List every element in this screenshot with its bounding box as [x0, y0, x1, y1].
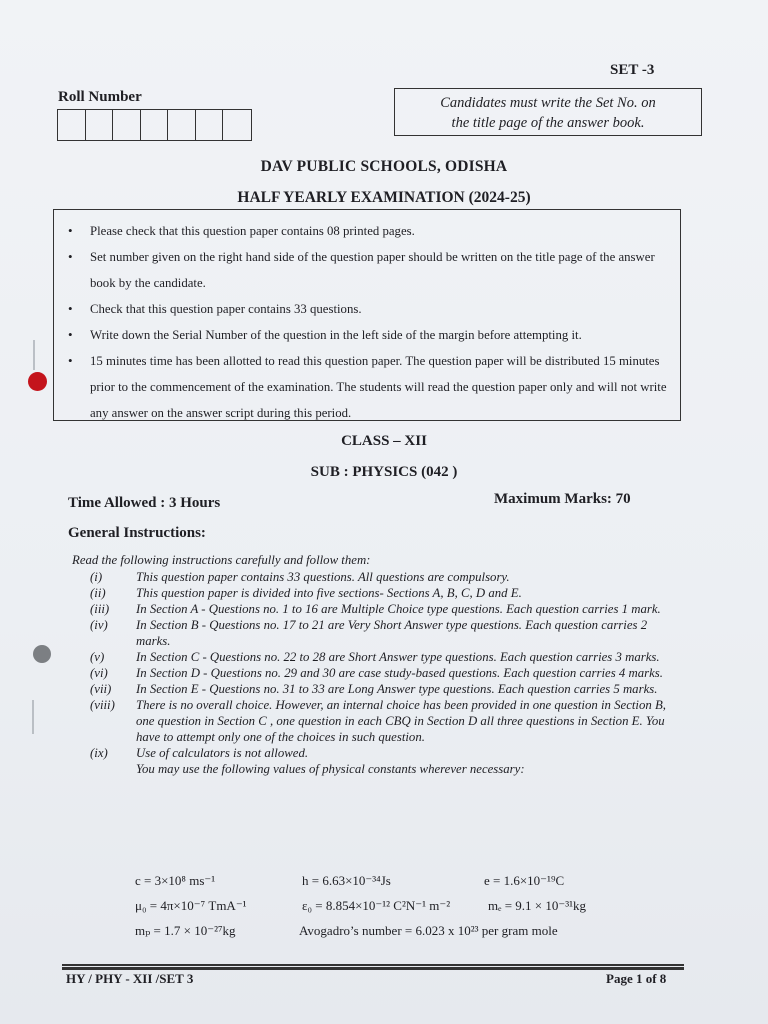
- list-item: [64, 218, 672, 244]
- roll-number-box[interactable]: [113, 110, 141, 140]
- footer-page-number: Page 1 of 8: [606, 971, 667, 986]
- footer-paper-code: HY / PHY - XII /SET 3: [66, 971, 194, 986]
- footer-divider: [62, 964, 684, 966]
- constant-avogadro: Avogadro’s number = 6.023 x 10²³ per gram mole: [299, 923, 558, 938]
- set-number-instruction-line: Candidates must write the Set No. on: [440, 95, 656, 111]
- bullet-icon: •: [68, 249, 73, 264]
- list-item: [72, 745, 682, 761]
- instruction-number: (v): [90, 650, 105, 664]
- list-item: [72, 665, 682, 681]
- instruction-number: (vii): [90, 682, 112, 696]
- instruction-number: (iii): [90, 602, 110, 616]
- exam-title: HALF YEARLY EXAMINATION (2024-25): [237, 189, 531, 206]
- note-text: 15 minutes time has been allotted to read this question paper. The question paper will be distributed 15 minutes prior to the commencement of the examination. The students will read the question paper only and will not write any answer on the answer script during this period.: [90, 354, 667, 420]
- note-text: Check that this question paper contains 33 questions.: [90, 302, 362, 316]
- constant-electron-mass: mₑ = 9.1 × 10⁻³¹kg: [488, 898, 587, 913]
- roll-number-label: Roll Number: [58, 89, 142, 105]
- school-name: DAV PUBLIC SCHOOLS, ODISHA: [260, 158, 508, 175]
- instruction-text: This question paper contains 33 questions. All questions are compulsory.: [136, 570, 510, 584]
- roll-number-box[interactable]: [141, 110, 169, 140]
- instruction-number: (iv): [90, 618, 108, 632]
- roll-number-box[interactable]: [196, 110, 224, 140]
- subject-heading: SUB : PHYSICS (042 ): [310, 464, 458, 480]
- list-item: [72, 601, 682, 617]
- time-allowed: Time Allowed : 3 Hours: [68, 495, 221, 511]
- footer-divider: [62, 967, 684, 970]
- instruction-text: In Section C - Questions no. 22 to 28 are Short Answer type questions. Each question carries 3 marks.: [136, 650, 660, 664]
- candidate-notes-list: [64, 218, 672, 426]
- general-instructions-title: General Instructions:: [68, 525, 206, 541]
- roll-number-box[interactable]: [168, 110, 196, 140]
- constant-planck: h = 6.63×10⁻³⁴Js: [302, 873, 391, 888]
- list-item: [72, 617, 682, 649]
- set-number-instruction-line: the title page of the answer book.: [451, 115, 645, 131]
- candidate-notes-box: [53, 209, 681, 421]
- constants-row: [135, 898, 695, 923]
- constant-electron-charge: e = 1.6×10⁻¹⁹C: [484, 873, 565, 888]
- instruction-number: (ix): [90, 746, 108, 760]
- margin-mark: [33, 340, 35, 370]
- instruction-number: (vi): [90, 666, 108, 680]
- list-item: [64, 244, 672, 296]
- constant-proton-mass: mₚ = 1.7 × 10⁻²⁷kg: [135, 923, 236, 938]
- red-punch-hole: [28, 372, 47, 391]
- roll-number-boxes: [57, 109, 252, 141]
- class-heading: CLASS – XII: [341, 433, 427, 449]
- list-item: [64, 322, 672, 348]
- constants-row: [135, 923, 695, 948]
- instruction-number: (ii): [90, 586, 106, 600]
- note-text: Set number given on the right hand side of the question paper should be written on the title page of the answer book by the candidate.: [90, 250, 655, 290]
- note-text: Write down the Serial Number of the question in the left side of the margin before attempting it.: [90, 328, 582, 342]
- set-number-instruction-box: [394, 88, 702, 136]
- constant-speed-of-light: c = 3×10⁸ ms⁻¹: [135, 873, 216, 888]
- bullet-icon: •: [68, 301, 73, 316]
- list-item: [72, 585, 682, 601]
- instructions-list: [72, 569, 682, 777]
- roll-number-box[interactable]: [58, 110, 86, 140]
- physical-constants: [135, 873, 695, 948]
- instruction-text: In Section A - Questions no. 1 to 16 are Multiple Choice type questions. Each question carries 1 mark.: [136, 602, 661, 616]
- maximum-marks: Maximum Marks: 70: [494, 491, 631, 507]
- list-item: [64, 296, 672, 322]
- instruction-text: In Section E - Questions no. 31 to 33 are Long Answer type questions. Each question carries 5 marks.: [136, 682, 658, 696]
- instruction-text: In Section B - Questions no. 17 to 21 are Very Short Answer type questions. Each question carries 2 marks.: [136, 618, 648, 648]
- roll-number-box[interactable]: [223, 110, 251, 140]
- bullet-icon: •: [68, 223, 73, 238]
- constant-mu0: μ₀ = 4π×10⁻⁷ TmA⁻¹: [135, 898, 247, 913]
- instruction-text: This question paper is divided into five sections- Sections A, B, C, D and E.: [136, 586, 522, 600]
- read-instructions-line: Read the following instructions carefully and follow them:: [72, 553, 371, 567]
- instruction-number: (viii): [90, 698, 115, 712]
- instruction-number: (i): [90, 570, 103, 584]
- list-item: [72, 649, 682, 665]
- list-item: [72, 569, 682, 585]
- list-item: [72, 697, 682, 745]
- margin-mark: [32, 700, 34, 734]
- constants-row: [135, 873, 695, 898]
- instruction-text: There is no overall choice. However, an internal choice has been provided in one question in Section B, one question in Section C , one question in each CBQ in Section D all three questions in Section E. You have to attempt only one of the choices in such question.: [136, 698, 667, 744]
- instruction-number: [72, 761, 136, 777]
- list-item: [72, 681, 682, 697]
- constant-epsilon0: ε₀ = 8.854×10⁻¹² C²N⁻¹ m⁻²: [302, 898, 451, 913]
- bullet-icon: •: [68, 327, 73, 342]
- instruction-text: You may use the following values of physical constants wherever necessary:: [136, 762, 525, 776]
- list-item: [64, 348, 672, 426]
- instruction-text: Use of calculators is not allowed.: [136, 746, 309, 760]
- instruction-text: In Section D - Questions no. 29 and 30 are case study-based questions. Each question carries 4 marks.: [136, 666, 663, 680]
- grey-punch-hole: [33, 645, 51, 663]
- bullet-icon: •: [68, 353, 73, 368]
- set-number-label: SET -3: [610, 62, 655, 78]
- list-item: [72, 761, 682, 777]
- roll-number-box[interactable]: [86, 110, 114, 140]
- note-text: Please check that this question paper contains 08 printed pages.: [90, 224, 415, 238]
